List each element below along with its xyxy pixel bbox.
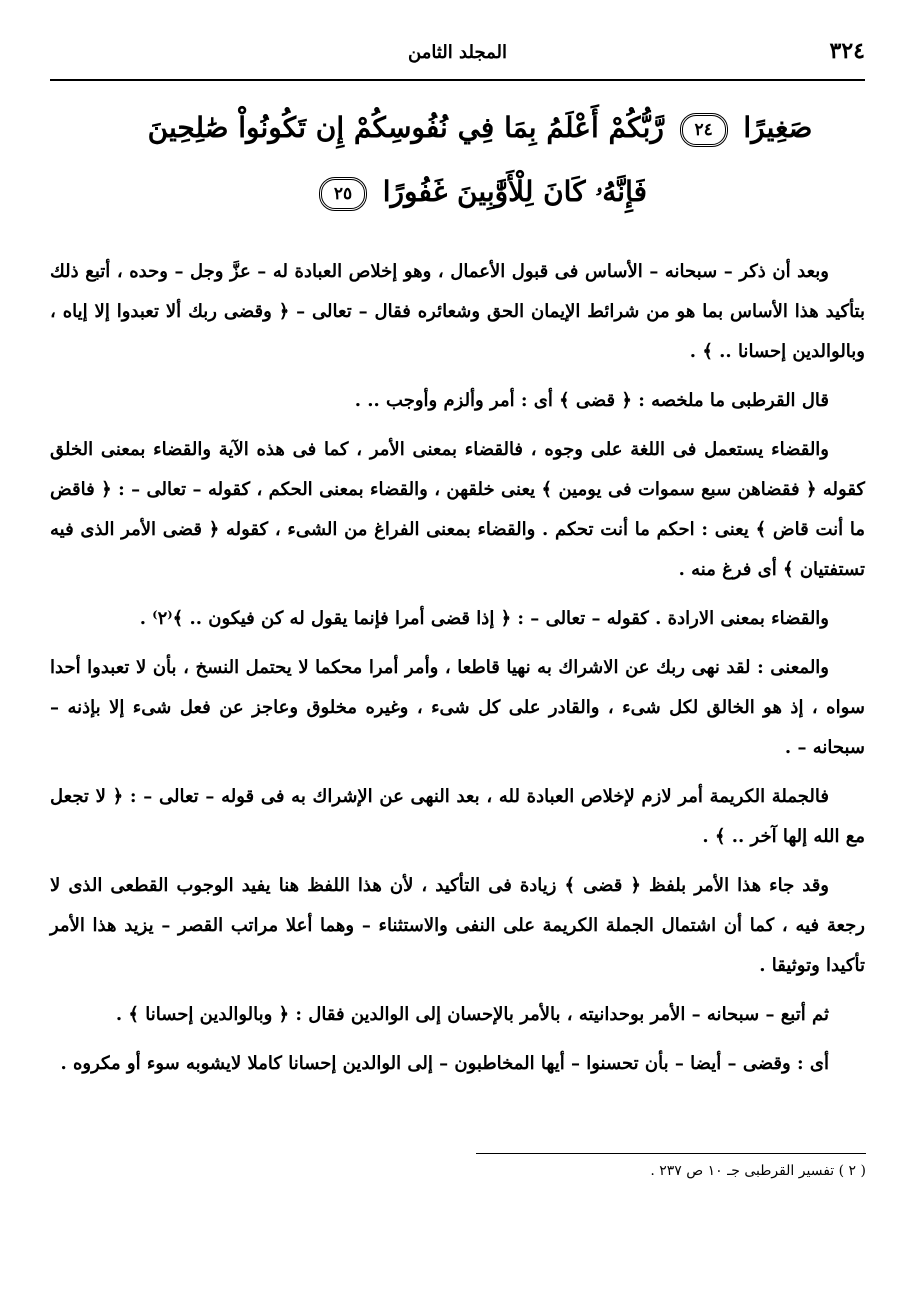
ayah-number-marker: ٢٤ <box>680 113 728 147</box>
paragraph: والقضاء بمعنى الارادة . كقوله – تعالى – : ﴿ إذا قضى أمرا فإنما يقول له كن فيكون .. ﴾⁽٢⁾ . <box>139 608 829 629</box>
page-header <box>50 38 865 74</box>
verse-text: فَإِنَّهُۥ كَانَ لِلْأَوَّٰبِينَ غَفُورًا <box>382 175 648 208</box>
verse-line-2 <box>110 160 850 224</box>
quran-verses <box>110 96 850 224</box>
verse-text: صَغِيرًا <box>743 111 813 144</box>
paragraph: أى : وقضى – أيضا – بأن تحسنوا – أيها المخاطبون – إلى الوالدين إحسانا كاملا لايشوبه سوء أو مكروه . <box>60 1053 829 1074</box>
paragraph: قال القرطبى ما ملخصه : ﴿ قضى ﴾ أى : أمر وألزم وأوجب .. . <box>354 390 829 411</box>
page-number: ٣٢٤ <box>829 38 865 64</box>
commentary-body <box>50 252 865 1093</box>
footnote: ( ٢ ) تفسير القرطبى جـ ١٠ ص ٢٣٧ . <box>650 1163 866 1179</box>
paragraph: والمعنى : لقد نهى ربك عن الاشراك به نهيا قاطعا ، وأمر أمرا محكما لا يحتمل النسخ ، بأن لا تعبدوا أحدا سواه ، إذ هو الخالق لكل شىء ، والقادر على كل شىء ، وغيره مخلوق وعاجز عن فعل شىء إلا بإذنه – سبحانه – . <box>50 657 865 758</box>
header-divider <box>50 79 865 81</box>
paragraph: ثم أتبع – سبحانه – الأمر بوحدانيته ، بالأمر بالإحسان إلى الوالدين فقال : ﴿ وبالوالدين إحسانا ﴾ . <box>115 1004 829 1025</box>
ayah-number-marker: ٢٥ <box>319 177 367 211</box>
running-title: المجلد الثامن <box>408 42 507 63</box>
paragraph: والقضاء يستعمل فى اللغة على وجوه ، فالقضاء بمعنى الأمر ، كما فى هذه الآية والقضاء بمعنى الخلق كقوله ﴿ فقضاهن سبع سموات فى يومين ﴾ يعنى خلقهن ، والقضاء بمعنى الحكم ، كقوله – تعالى – : ﴿ فاقض ما أنت قاض ﴾ يعنى : احكم ما أنت تحكم . والقضاء بمعنى الفراغ من الشىء ، كقوله ﴿ قضى الأمر الذى فيه تستفتيان ﴾ أى فرغ منه . <box>50 439 865 580</box>
footnote-divider <box>476 1153 866 1154</box>
verse-line-1 <box>110 96 850 160</box>
paragraph: وقد جاء هذا الأمر بلفظ ﴿ قضى ﴾ زيادة فى التأكيد ، لأن هذا اللفظ هنا يفيد الوجوب القطعى الذى لا رجعة فيه ، كما أن اشتمال الجملة الكريمة على النفى والاستثناء – وهما أعلا مراتب القصر – يزيد هذا الأمر تأكيدا وتوثيقا . <box>50 875 865 976</box>
paragraph: فالجملة الكريمة أمر لازم لإخلاص العبادة لله ، بعد النهى عن الإشراك به فى قوله – تعالى – : ﴿ لا تجعل مع الله إلها آخر .. ﴾ . <box>50 786 865 847</box>
verse-text: رَّبُّكُمْ أَعْلَمُ بِمَا فِي نُفُوسِكُمْ إِن تَكُونُواْ صَٰلِحِينَ <box>147 111 664 144</box>
paragraph: وبعد أن ذكر – سبحانه – الأساس فى قبول الأعمال ، وهو إخلاص العبادة له – عزَّ وجل – وحده ، أتبع ذلك بتأكيد هذا الأساس بما هو من شرائط الإيمان الحق وشعائره فقال – تعالى – ﴿ وقضى ربك ألا تعبدوا إلا إياه ، وبالوالدين إحسانا .. ﴾ . <box>50 261 865 362</box>
